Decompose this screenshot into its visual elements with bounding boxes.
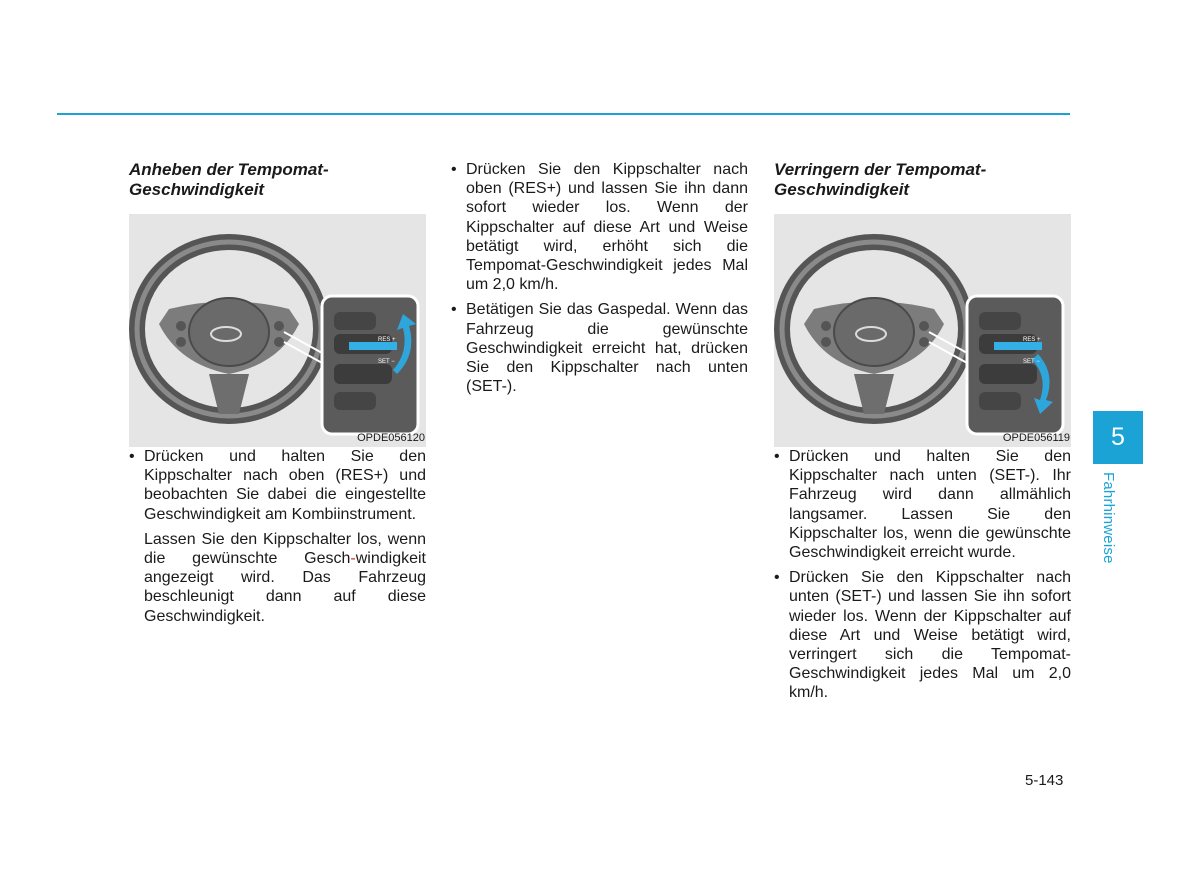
header-rule — [57, 113, 1070, 115]
section-heading-increase: Anheben der Tempomat-Geschwindigkeit — [129, 160, 329, 199]
list-item: • Betätigen Sie das Gaspedal. Wenn das Fahrzeug die gewünschte Geschwindigkeit erreicht hat, drücken Sie den Kippschalter nach unten (SET-). — [451, 300, 748, 396]
list-item: • Drücken Sie den Kippschalter nach unten (SET-) und lassen Sie ihn sofort wieder los. Wenn der Kippschalter auf diese Art und Weise betätigt wird, verringert sich die Tempomat-Geschwindigkeit jedes Mal um 2,0 km/h. — [774, 568, 1071, 702]
chapter-tab: 5 — [1093, 411, 1143, 464]
figure-steering-wheel-set — [774, 214, 1071, 447]
bullet-list-right — [774, 447, 1071, 703]
list-item: • Drücken Sie den Kippschalter nach oben (RES+) und lassen Sie ihn dann sofort wieder los. Wenn der Kippschalter auf diese Art und Weise betätigt wird, erhöht sich die Tempomat-Geschwindigkeit jedes Mal um 2,0 km/h. — [451, 160, 748, 294]
set-label: SET − — [378, 359, 395, 365]
list-item: • Drücken und halten Sie den Kippschalter nach unten (SET-). Ihr Fahrzeug wird dann allmählich langsamer. Lassen Sie den Kippschalter los, wenn die gewünschte Geschwindigkeit erreicht wurde. — [774, 447, 1071, 562]
bullet-list-left — [129, 447, 426, 524]
res-label: RES + — [378, 337, 396, 343]
set-label: SET − — [1023, 359, 1040, 365]
text-part: Lassen Sie den Kippschalter los, wenn die gewünschte Gesch — [144, 530, 426, 568]
column-middle — [451, 160, 748, 402]
figure-code: OPDE056119 — [1002, 432, 1070, 444]
text-part: windigkeit angezeigt wird. Das Fahrzeug beschleunigt dann auf diese Geschwindigkeit. — [144, 550, 426, 625]
steering-wheel-illustration — [129, 214, 426, 447]
list-item: • Drücken und halten Sie den Kippschalter nach oben (RES+) und beobachten Sie dabei die eingestellte Geschwindigkeit am Kombiinstrument. — [129, 447, 426, 524]
column-left — [129, 160, 426, 626]
paragraph-continuation — [144, 530, 426, 626]
hyphen-mark: - — [350, 550, 356, 568]
figure-code: OPDE056120 — [357, 432, 425, 444]
steering-wheel-illustration — [774, 214, 1071, 447]
column-right — [774, 160, 1071, 709]
chapter-title: Fahrhinweise — [1100, 472, 1117, 564]
bullet-list-middle — [451, 160, 748, 396]
figure-steering-wheel-res — [129, 214, 426, 447]
section-heading-decrease: Verringern der Tempomat-Geschwindigkeit — [774, 160, 987, 199]
page-number: 5-143 — [1025, 772, 1064, 789]
res-label: RES + — [1023, 337, 1041, 343]
